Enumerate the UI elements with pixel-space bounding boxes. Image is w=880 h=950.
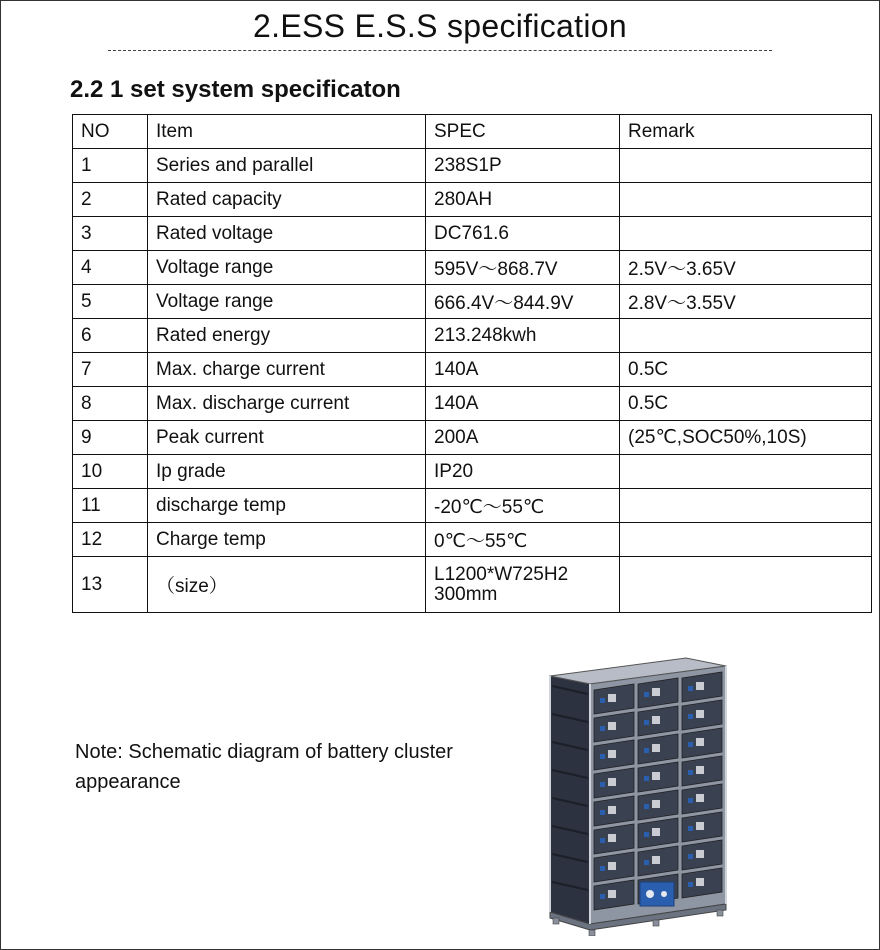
module-terminal [652, 772, 660, 780]
cell-item: Max. discharge current [148, 387, 426, 421]
cell-remark [620, 149, 872, 183]
battery-cluster-image [536, 654, 736, 936]
cell-spec: 595V～868.7V [426, 251, 620, 285]
title-divider [108, 50, 772, 51]
cluster-foot [717, 910, 723, 916]
cell-spec: 140A [426, 387, 620, 421]
cell-remark: 0.5C [620, 353, 872, 387]
cell-no: 6 [73, 319, 148, 353]
cell-spec: 200A [426, 421, 620, 455]
module-connector [688, 686, 693, 691]
module-connector [644, 860, 649, 865]
cell-spec [426, 557, 620, 613]
cell-no: 3 [73, 217, 148, 251]
spec-table [72, 114, 872, 613]
module-connector [644, 748, 649, 753]
module-connector [644, 832, 649, 837]
page-title: 2.ESS E.S.S specification [253, 8, 627, 44]
cell-no: 4 [73, 251, 148, 285]
note-text: Note: Schematic diagram of battery cluster appearance [75, 741, 453, 793]
module-terminal [696, 682, 704, 690]
table-row [73, 387, 872, 421]
cluster-foot [653, 920, 659, 926]
cell-no: 1 [73, 149, 148, 183]
header-cell-remark: Remark [620, 115, 872, 149]
module-terminal [696, 794, 704, 802]
cluster-foot [589, 930, 595, 936]
module-terminal [608, 750, 616, 758]
cell-remark: 2.5V～3.65V [620, 251, 872, 285]
battery-cluster-illustration [536, 654, 736, 936]
cell-no: 2 [73, 183, 148, 217]
table-row [73, 217, 872, 251]
module-terminal [652, 716, 660, 724]
cell-spec: 280AH [426, 183, 620, 217]
module-terminal [608, 694, 616, 702]
cell-spec: IP20 [426, 455, 620, 489]
module-terminal [608, 890, 616, 898]
cell-remark: (25℃,SOC50%,10S) [620, 421, 872, 455]
control-knob [661, 891, 667, 897]
cell-item: Peak current [148, 421, 426, 455]
module-terminal [608, 806, 616, 814]
cell-no: 12 [73, 523, 148, 557]
module-terminal [696, 878, 704, 886]
cell-item: discharge temp [148, 489, 426, 523]
cell-remark [620, 183, 872, 217]
cell-spec: DC761.6 [426, 217, 620, 251]
cell-remark [620, 557, 872, 613]
table-row [73, 285, 872, 319]
module-connector [688, 770, 693, 775]
module-terminal [608, 862, 616, 870]
module-terminal [696, 822, 704, 830]
cell-item: Rated capacity [148, 183, 426, 217]
cell-no: 9 [73, 421, 148, 455]
cell-item: Voltage range [148, 285, 426, 319]
cell-item: Ip grade [148, 455, 426, 489]
table-row [73, 523, 872, 557]
cell-no: 7 [73, 353, 148, 387]
cell-remark: 2.8V～3.55V [620, 285, 872, 319]
cell-no: 5 [73, 285, 148, 319]
cluster-foot [553, 918, 559, 924]
module-connector [688, 854, 693, 859]
cell-spec: 238S1P [426, 149, 620, 183]
table-row [73, 455, 872, 489]
cell-item: Rated voltage [148, 217, 426, 251]
module-connector [644, 804, 649, 809]
module-connector [644, 776, 649, 781]
table-row [73, 319, 872, 353]
module-connector [644, 692, 649, 697]
module-terminal [696, 850, 704, 858]
module-connector [600, 782, 605, 787]
table-row [73, 557, 872, 613]
cell-no: 10 [73, 455, 148, 489]
module-terminal [652, 828, 660, 836]
cell-no: 8 [73, 387, 148, 421]
module-connector [688, 742, 693, 747]
module-connector [600, 698, 605, 703]
table-row [73, 353, 872, 387]
module-connector [688, 798, 693, 803]
cell-remark: 0.5C [620, 387, 872, 421]
table-row [73, 149, 872, 183]
cell-remark [620, 455, 872, 489]
module-connector [644, 720, 649, 725]
cell-item: Voltage range [148, 251, 426, 285]
cell-item: Series and parallel [148, 149, 426, 183]
cell-spec-text: L1200*W725H2 300mm [434, 563, 569, 605]
cell-spec: 666.4V～844.9V [426, 285, 620, 319]
table-row [73, 489, 872, 523]
cell-spec: 213.248kwh [426, 319, 620, 353]
module-connector [600, 838, 605, 843]
cell-item: Charge temp [148, 523, 426, 557]
cell-spec: 0℃～55℃ [426, 523, 620, 557]
module-terminal [652, 688, 660, 696]
cell-spec: -20℃～55℃ [426, 489, 620, 523]
module-connector [600, 726, 605, 731]
module-connector [600, 894, 605, 899]
table-header-row [73, 115, 872, 149]
cell-remark [620, 523, 872, 557]
table-row [73, 421, 872, 455]
cell-remark [620, 319, 872, 353]
control-knob [646, 890, 654, 898]
module-connector [600, 810, 605, 815]
header-cell-item: Item [148, 115, 426, 149]
cell-item: Max. charge current [148, 353, 426, 387]
table-row [73, 251, 872, 285]
module-terminal [652, 744, 660, 752]
table-row [73, 183, 872, 217]
header-cell-no: NO [73, 115, 148, 149]
module-connector [688, 882, 693, 887]
cell-no: 11 [73, 489, 148, 523]
module-terminal [608, 722, 616, 730]
section-heading: 2.2 1 set system specificaton [70, 76, 401, 103]
module-connector [688, 714, 693, 719]
module-connector [688, 826, 693, 831]
cell-remark [620, 217, 872, 251]
module-connector [600, 754, 605, 759]
module-terminal [608, 778, 616, 786]
cell-no: 13 [73, 557, 148, 613]
cell-spec: 140A [426, 353, 620, 387]
module-terminal [652, 800, 660, 808]
module-terminal [696, 710, 704, 718]
module-terminal [696, 766, 704, 774]
module-terminal [696, 738, 704, 746]
cell-item: Rated energy [148, 319, 426, 353]
header-cell-spec: SPEC [426, 115, 620, 149]
control-box [640, 882, 674, 906]
module-terminal [608, 834, 616, 842]
cell-item: （size） [148, 557, 426, 613]
cell-remark [620, 489, 872, 523]
module-terminal [652, 856, 660, 864]
module-connector [600, 866, 605, 871]
